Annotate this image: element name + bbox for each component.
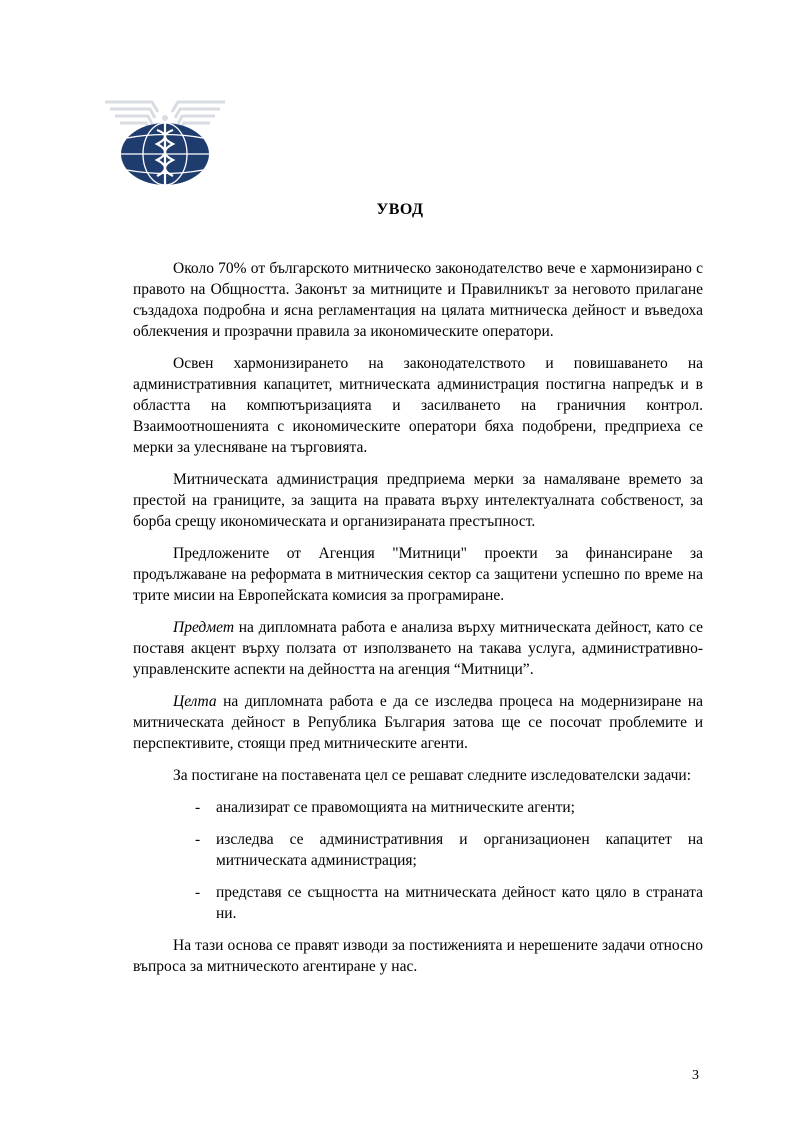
- paragraph: Митническата администрация предприема мерки за намаляване времето за престой на границите, за защита на правата върху интелектуалната собственост, за борба срещу икономическата и организираната престъпност.: [133, 471, 703, 530]
- page-number: 3: [692, 1068, 699, 1083]
- paragraph: На тази основа се правят изводи за постиженията и нерешените задачи относно въпроса за митническото агентиране у нас.: [133, 937, 703, 975]
- emphasis-subject: Предмет: [173, 619, 235, 636]
- paragraph: Около 70% от българското митническо законодателство вече е хармонизирано с правото на Общността. Законът за митниците и Правилникът за неговото прилагане създадоха подробна и ясна регламентация на цялата митническа дейност и въведоха облекчения и прозрачни правила за икономическите оператори.: [133, 260, 703, 340]
- list-item: - анализират се правомощията на митническите агенти;: [195, 799, 575, 816]
- paragraph: Освен хармонизирането на законодателството и повишаването на административния капацитет, митническата администрация постигна напредък и в областта на компютъризацията и засилването на граничния контрол. Взаимоотношенията с икономическите оператори бяха подобрени, предприеха се мерки за улесняване на търговията.: [133, 355, 703, 456]
- tasks-list: [133, 797, 703, 924]
- paragraph: Предложените от Агенция "Митници" проекти за финансиране за продължаване на реформата в митническия сектор са защитени успешно по време на трите мисии на Европейската комисия за програмиране.: [133, 545, 703, 604]
- list-dash: -: [195, 799, 201, 816]
- paragraph: [133, 617, 703, 680]
- list-dash: -: [195, 884, 201, 901]
- document-body: [133, 258, 703, 988]
- customs-logo-icon: [100, 98, 230, 194]
- emphasis-goal: Целта: [173, 693, 217, 710]
- paragraph-text: на дипломната работа е анализа върху митническата дейност, като се поставя акцент върху ползата от използването на такава услуга, административно-управленските аспекти на дейността на агенция “Митници”.: [133, 619, 703, 678]
- page-title: УВОД: [376, 201, 424, 218]
- list-item: - представя се същността на митническата дейност като цяло в страната ни.: [195, 884, 703, 922]
- paragraph: [133, 691, 703, 754]
- list-item: - изследва се административния и организационен капацитет на митническата администрация;: [195, 831, 703, 869]
- paragraph-text: на дипломната работа е да се изследва процеса на модернизиране на митническата дейност в Република България затова ще се посочат проблемите и перспективите, стоящи пред митническите агенти.: [133, 693, 703, 752]
- list-dash: -: [195, 831, 201, 848]
- paragraph: За постигане на поставената цел се решават следните изследователски задачи:: [173, 767, 692, 784]
